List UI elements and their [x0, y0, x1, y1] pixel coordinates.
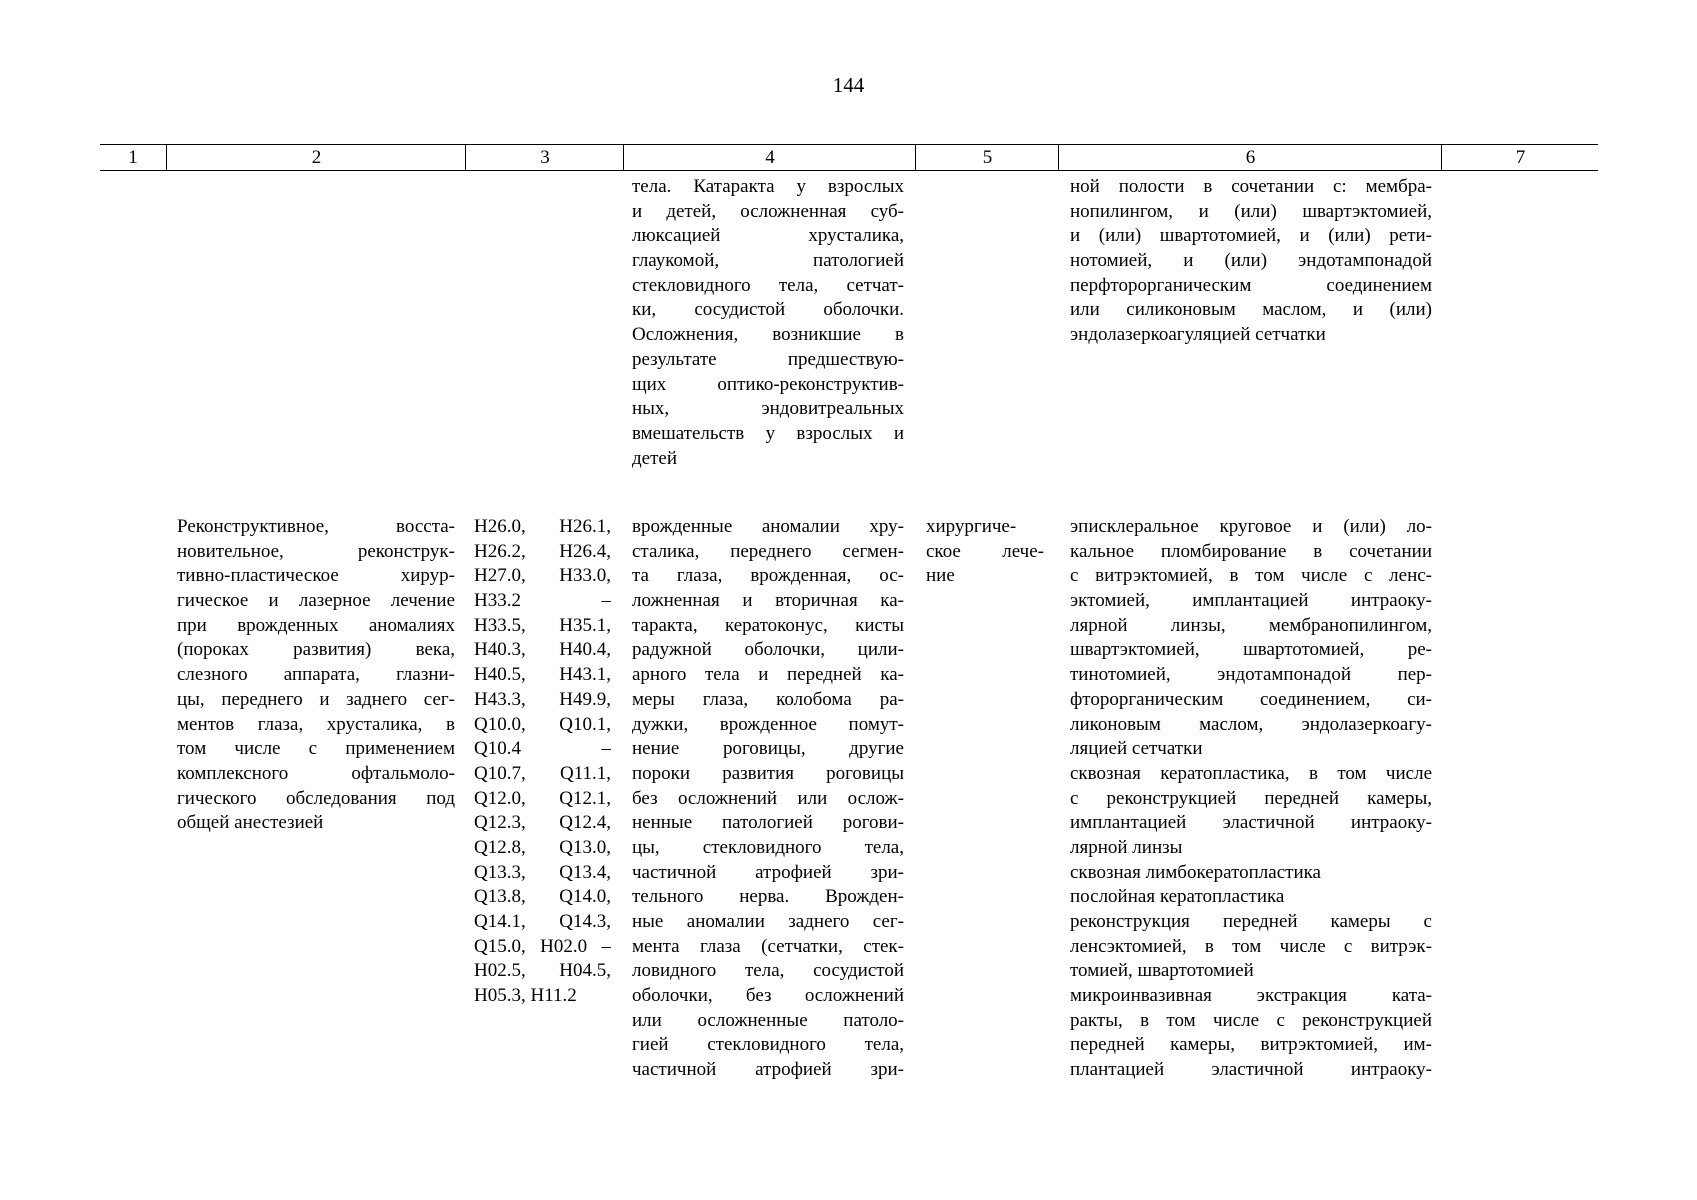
text-line: пороки развития роговицы [632, 762, 904, 784]
text-line: Q10.0, Q10.1, [474, 713, 611, 735]
column-number-6: 6 [1058, 145, 1442, 170]
text-line: ненные патологией рогови- [632, 812, 904, 834]
text-line: Q13.3, Q13.4, [474, 861, 611, 883]
text-line: эписклеральное круговое и (или) ло- [1070, 516, 1432, 537]
text-line: эктомией, имплантацией интраоку- [1070, 590, 1432, 612]
text-line: H33.5, H35.1, [474, 614, 611, 636]
text-line: радужной оболочки, цили- [632, 639, 904, 661]
table-column-number-row [100, 144, 1598, 171]
text-line: Q10.7, Q11.1, [474, 762, 611, 784]
text-line: тивно-пластическое хирур- [177, 565, 455, 587]
text-line: ной полости в сочетании с: мембра- [1070, 176, 1432, 197]
text-line: нотомией, и (или) эндотампонадой [1070, 250, 1432, 272]
text-line: Q12.8, Q13.0, [474, 836, 611, 858]
text-line: результате предшествую- [632, 348, 904, 370]
text-line: нение роговицы, другие [632, 738, 904, 760]
text-line: послойная кератопластика [1070, 886, 1285, 908]
text-line: Q14.1, Q14.3, [474, 911, 611, 932]
text-line: щих оптико-реконструктив- [632, 373, 904, 395]
text-line: ных, эндовитреальных [632, 398, 904, 420]
text-line: и (или) швартотомией, и (или) рети- [1070, 225, 1432, 247]
text-line: гического обследования под [177, 787, 455, 809]
text-line: слезного аппарата, глазни- [177, 664, 455, 686]
text-line: H33.2 – [474, 590, 611, 612]
text-line: без осложнений или ослож- [632, 787, 904, 809]
care-type-cell [177, 515, 455, 836]
text-line: H40.3, H40.4, [474, 639, 611, 661]
text-line: H26.2, H26.4, [474, 540, 611, 562]
text-line: Q13.8, Q14.0, [474, 886, 611, 908]
text-line: ляцией сетчатки [1070, 738, 1203, 760]
text-line: стекловидного тела, сетчат- [632, 274, 904, 296]
column-number-4: 4 [623, 145, 916, 170]
treatment-method-cell [1070, 515, 1432, 1083]
text-line: частичной атрофией зри- [632, 861, 904, 883]
text-line: Реконструктивное, восста- [177, 516, 455, 537]
text-line: врожденные аномалии хру- [632, 516, 904, 537]
text-line: ликоновым маслом, эндолазеркоагу- [1070, 713, 1432, 735]
continued-method-cell [1070, 175, 1432, 348]
text-line: Q12.0, Q12.1, [474, 787, 611, 809]
text-line: при врожденных аномалиях [177, 614, 455, 636]
column-number-1: 1 [128, 147, 138, 168]
text-line: имплантацией эластичной интраоку- [1070, 812, 1432, 834]
text-line: мента глаза (сетчатки, стек- [632, 935, 904, 957]
text-line: Осложнения, возникшие в [632, 324, 904, 346]
text-line: таракта, кератоконус, кисты [632, 614, 904, 636]
text-line: вмешательств у взрослых и [632, 422, 904, 444]
text-line: сквозная лимбокератопластика [1070, 861, 1321, 883]
treatment-type-cell [926, 515, 1044, 589]
text-line: хирургиче- [926, 516, 1017, 537]
text-line: H02.5, H04.5, [474, 960, 611, 982]
text-line: с витрэктомией, в том числе с ленс- [1070, 565, 1432, 587]
text-line: люксацией хрусталика, [632, 225, 904, 247]
text-line: гией стекловидного тела, [632, 1034, 904, 1056]
text-line: эндолазеркоагуляцией сетчатки [1070, 324, 1326, 346]
text-line: H26.0, H26.1, [474, 516, 611, 537]
text-line: передней камеры, витрэктомией, им- [1070, 1034, 1432, 1056]
text-line: гическое и лазерное лечение [177, 590, 455, 612]
text-line: меры глаза, колобома ра- [632, 688, 904, 710]
text-line: ское лече- [926, 540, 1044, 562]
text-line: H43.3, H49.9, [474, 688, 611, 710]
text-line: H27.0, H33.0, [474, 565, 611, 587]
text-line: кальное пломбирование в сочетании [1070, 540, 1432, 562]
text-line: тельного нерва. Врожден- [632, 886, 904, 908]
column-number-5: 5 [915, 145, 1059, 170]
text-line: новительное, реконструк- [177, 540, 455, 562]
text-line: (пороках развития) века, [177, 639, 455, 661]
text-line: комплексного офтальмоло- [177, 762, 455, 784]
text-line: перфторорганическим соединением [1070, 274, 1432, 296]
text-line: томией, швартотомией [1070, 960, 1254, 982]
text-line: нопилингом, и (или) швартэктомией, [1070, 200, 1432, 222]
text-line: ние [926, 565, 955, 587]
text-line: с реконструкцией передней камеры, [1070, 787, 1432, 809]
text-line: общей анестезией [177, 812, 324, 834]
text-line: сквозная кератопластика, в том числе [1070, 762, 1432, 784]
text-line: фторорганическим соединением, си- [1070, 688, 1432, 710]
text-line: том числе с применением [177, 738, 455, 760]
text-line: та глаза, врожденная, ос- [632, 565, 904, 587]
text-line: тела. Катаракта у взрослых [632, 176, 904, 197]
text-line: цы, переднего и заднего сег- [177, 688, 455, 710]
text-line: оболочки, без осложнений [632, 985, 904, 1007]
text-line: Q10.4 – [474, 738, 611, 760]
text-line: глаукомой, патологией [632, 250, 904, 272]
text-line: Q15.0, H02.0 – [474, 935, 611, 957]
text-line: частичной атрофией зри- [632, 1059, 904, 1081]
text-line: тинотомией, эндотампонадой пер- [1070, 664, 1432, 686]
page-number: 144 [832, 73, 865, 97]
text-line: детей [632, 447, 678, 469]
column-number-3: 3 [465, 145, 624, 170]
text-line: ментов глаза, хрусталика, в [177, 713, 455, 735]
text-line: H40.5, H43.1, [474, 664, 611, 686]
text-line: ные аномалии заднего сег- [632, 911, 904, 932]
text-line: ки, сосудистой оболочки. [632, 299, 904, 321]
icd-codes-cell [474, 515, 611, 1009]
text-line: дужки, врожденное помут- [632, 713, 904, 735]
text-line: ракты, в том числе с реконструкцией [1070, 1009, 1432, 1031]
text-line: сталика, переднего сегмен- [632, 540, 904, 562]
text-line: ложненная и вторичная ка- [632, 590, 904, 612]
text-line: Q12.3, Q12.4, [474, 812, 611, 834]
text-line: лярной линзы, мембранопилингом, [1070, 614, 1432, 636]
continued-diagnosis-cell [632, 175, 904, 471]
text-line: микроинвазивная экстракция ката- [1070, 985, 1432, 1007]
text-line: или силиконовым маслом, и (или) [1070, 299, 1432, 321]
column-number-7: 7 [1441, 145, 1599, 170]
text-line: арного тела и передней ка- [632, 664, 904, 686]
text-line: цы, стекловидного тела, [632, 836, 904, 858]
text-line: швартэктомией, швартотомией, ре- [1070, 639, 1432, 661]
text-line: лярной линзы [1070, 836, 1183, 858]
column-number-2: 2 [166, 145, 466, 170]
text-line: H05.3, H11.2 [474, 985, 577, 1007]
text-line: ленсэктомией, в том числе с витрэк- [1070, 935, 1432, 957]
diagnosis-cell [632, 515, 904, 1083]
text-line: плантацией эластичной интраоку- [1070, 1059, 1432, 1081]
text-line: или осложненные патоло- [632, 1009, 904, 1031]
text-line: и детей, осложненная суб- [632, 200, 904, 222]
text-line: реконструкция передней камеры с [1070, 911, 1432, 932]
text-line: ловидного тела, сосудистой [632, 960, 904, 982]
